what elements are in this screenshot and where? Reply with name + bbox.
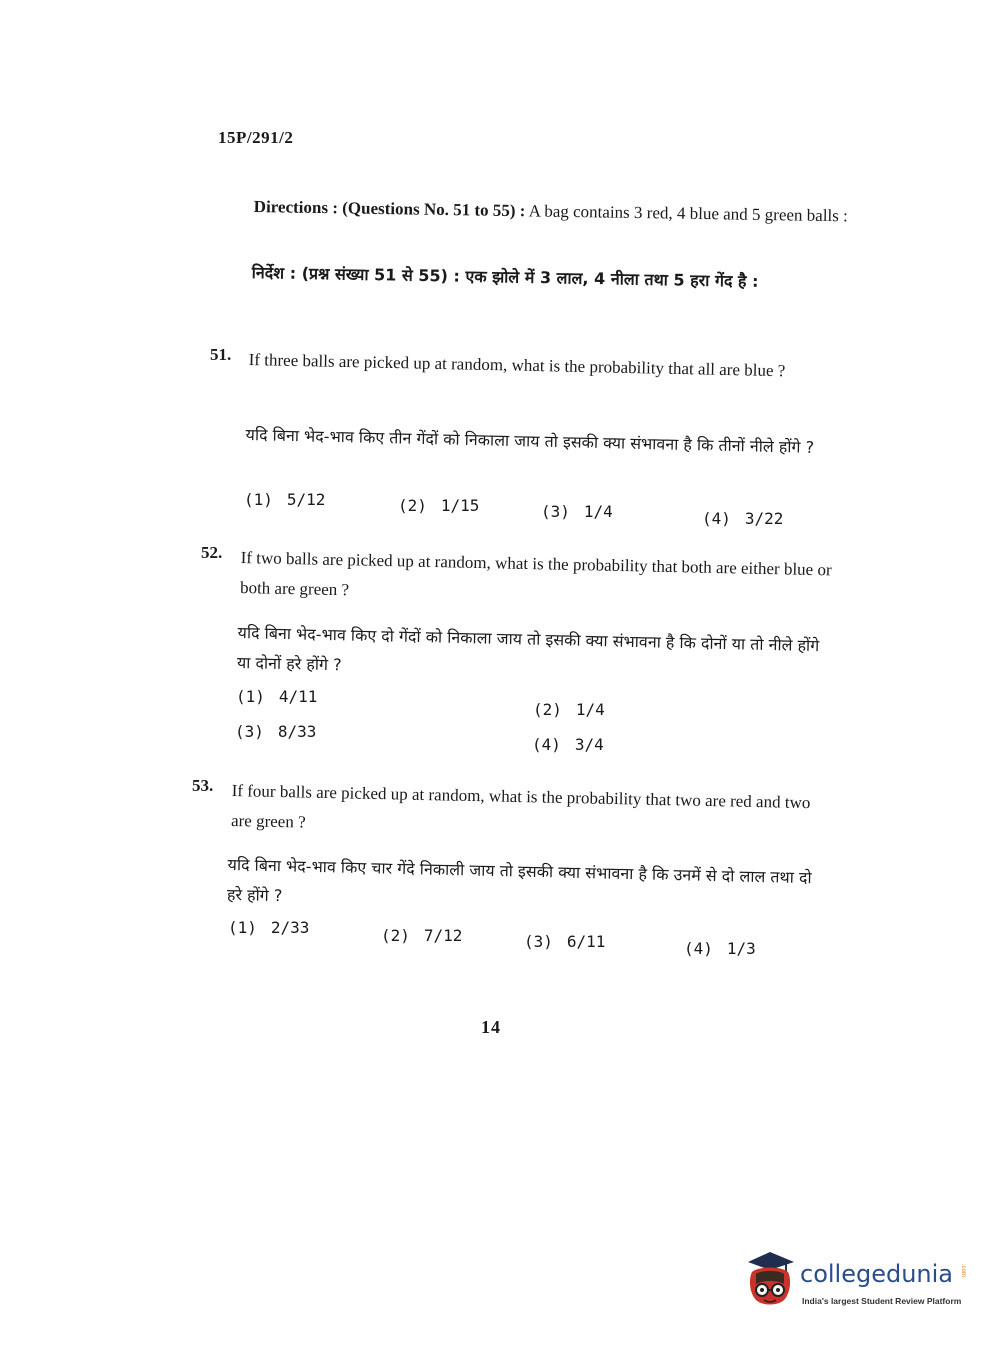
option-4: (4) 3/22 <box>702 509 784 528</box>
option-4: (4) 1/3 <box>684 939 756 958</box>
option-1: (1) 2/33 <box>228 918 310 937</box>
directions-text: A bag contains 3 red, 4 blue and 5 green balls : <box>528 201 848 226</box>
question-text-hindi: यदि बिना भेद-भाव किए चार गेंदे निकाली जाय तो इसकी क्या संभावना है कि उनमें से दो लाल तथा दो हरे होंगे ? <box>226 854 812 906</box>
directions-hindi: निर्देश : (प्रश्न संख्या 51 से 55) : एक झोले में 3 लाल, 4 नीला तथा 5 हरा गेंद है : <box>251 262 759 291</box>
option-1: (1) 5/12 <box>244 490 326 509</box>
question-number: 51. <box>210 345 232 364</box>
question-text-english: If three balls are picked up at random, what is the probability that all are blue ? <box>248 349 786 381</box>
student-mascot-icon <box>742 1250 798 1316</box>
directions-label: Directions : (Questions No. 51 to 55) : <box>253 196 526 221</box>
option-2: (2) 1/4 <box>533 700 605 719</box>
brand-name: collegedunia <box>800 1260 954 1288</box>
option-3: (3) 8/33 <box>235 722 317 741</box>
collegedunia-watermark <box>742 1250 972 1320</box>
question-text-hindi: यदि बिना भेद-भाव किए दो गेंदों को निकाला जाय तो इसकी क्या संभावना है कि दोनों या तो नीले होंगे या दोनों हरे होंगे ? <box>236 622 820 675</box>
option-3: (3) 1/4 <box>541 502 613 521</box>
option-2: (2) 7/12 <box>381 926 463 945</box>
paper-code: 15P/291/2 <box>218 128 294 147</box>
option-2: (2) 1/15 <box>398 496 480 515</box>
option-4: (4) 3/4 <box>532 735 604 754</box>
question-text-hindi: यदि बिना भेद-भाव किए तीन गेंदों को निकाला जाय तो इसकी क्या संभावना है कि तीनों नीले होंगे ? <box>245 424 815 457</box>
directions-english <box>254 192 854 231</box>
page-number: 14 <box>481 1017 501 1037</box>
question-number: 53. <box>192 776 214 795</box>
option-1: (1) 4/11 <box>236 687 318 706</box>
brand-tagline: India's largest Student Review Platform <box>802 1296 962 1306</box>
question-text-english: If four balls are picked up at random, what is the probability that two are red and two are green ? <box>230 780 811 832</box>
question-number: 52. <box>201 543 223 562</box>
option-3: (3) 6/11 <box>524 932 606 951</box>
question-text-english: If two balls are picked up at random, what is the probability that both are either blue or both are green ? <box>239 547 832 600</box>
brand-suffix: .com <box>960 1264 966 1278</box>
